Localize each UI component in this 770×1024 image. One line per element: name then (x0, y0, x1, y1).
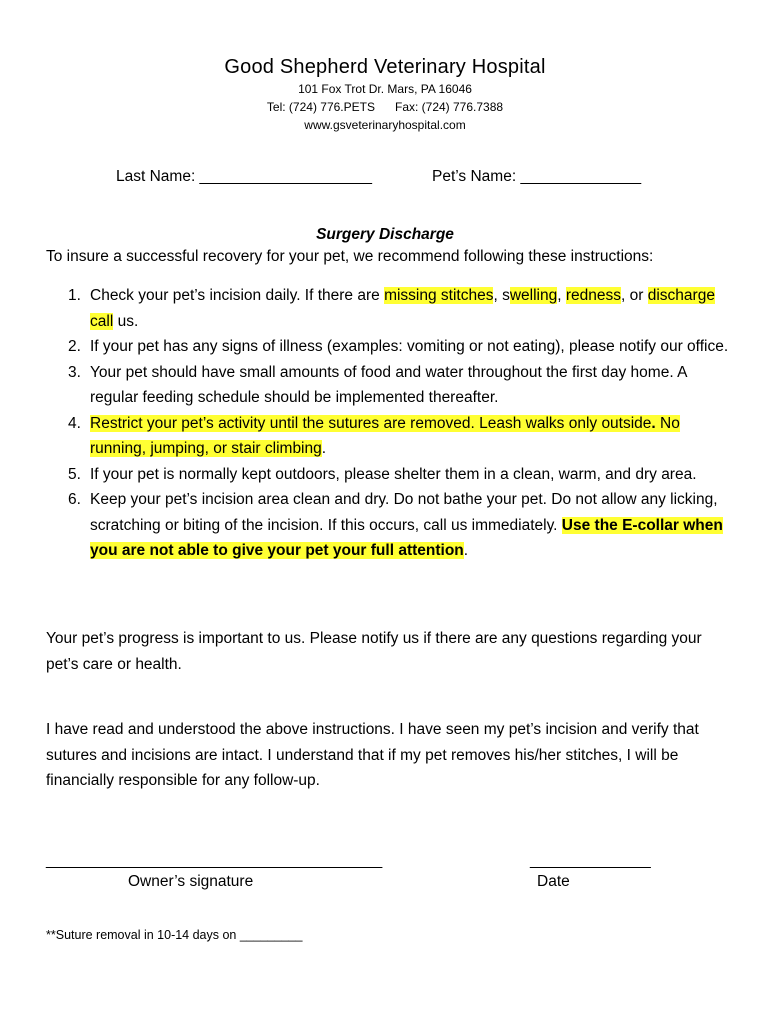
highlighted-text: Restrict your pet’s activity until the sutures are removed. Leash walks only outside (90, 414, 652, 432)
suture-removal-note: **Suture removal in 10-14 days on _________ (46, 928, 303, 942)
instruction-text: , (557, 287, 566, 304)
highlighted-text: welling (509, 287, 558, 304)
instruction-item (46, 360, 736, 411)
intro-text: To insure a successful recovery for your pet, we recommend following these instructions: (46, 248, 654, 265)
instruction-text: Your pet should have small amounts of food and water throughout the first day home. A regular feeding schedule should be implemented thereafter. (90, 363, 687, 406)
hospital-name: Good Shepherd Veterinary Hospital (224, 56, 546, 78)
contact-line (0, 98, 770, 116)
owner-signature-label: Owner’s signature (128, 873, 254, 890)
instruction-number: 6. (68, 491, 81, 508)
instruction-item (46, 334, 736, 360)
telephone: Tel: (724) 776.PETS (266, 100, 375, 114)
highlighted-text: No running, jumping, or stair climbing (90, 414, 680, 457)
highlighted-text: . (651, 414, 656, 432)
highlighted-text: discharge call (90, 287, 715, 330)
instruction-number: 1. (68, 287, 81, 304)
agreement-text: I have read and understood the above instructions. I have seen my pet’s incision and verify that sutures and incisions are intact. I understand that if my pet removes his/her stitches, I will be financially responsible for any follow-up. (46, 721, 699, 789)
owner-signature-line[interactable]: _______________________________________ (46, 852, 383, 869)
instruction-text: . (321, 440, 327, 457)
instruction-item (46, 462, 736, 488)
instruction-text: , or (621, 287, 648, 304)
highlighted-text: missing stitches (384, 287, 494, 304)
instruction-text: us. (113, 312, 139, 330)
letterhead (0, 54, 770, 134)
fax: Fax: (724) 776.7388 (394, 100, 504, 114)
website: www.gsveterinaryhospital.com (304, 118, 466, 132)
instruction-text: , s (493, 287, 510, 304)
instructions-list (46, 283, 736, 564)
instruction-text: . (463, 542, 469, 559)
date-line[interactable]: ______________ (530, 852, 651, 869)
instruction-text: Keep your pet’s incision area clean and dry. Do not bathe your pet. Do not allow any licking, scratching or biting of the incision. If this occurs, call us immediately. (90, 491, 718, 534)
instruction-item (46, 487, 736, 564)
instruction-text: If your pet is normally kept outdoors, please shelter them in a clean, warm, and dry area. (90, 465, 697, 483)
progress-note: Your pet’s progress is important to us. Please notify us if there are any questions regarding your pet’s care or health. (46, 630, 702, 673)
instruction-number: 2. (68, 338, 81, 355)
instruction-item (46, 411, 736, 462)
last-name-field[interactable]: Last Name: ____________________ (116, 168, 372, 185)
instruction-number: 5. (68, 465, 81, 483)
highlighted-text: Use the E-collar when you are not able to give your pet your full attention (90, 516, 723, 559)
date-label: Date (537, 873, 570, 890)
instruction-number: 3. (68, 363, 81, 381)
hospital-address: 101 Fox Trot Dr. Mars, PA 16046 (298, 82, 472, 96)
instruction-text: Check your pet’s incision daily. If there are (90, 287, 385, 304)
instruction-number: 4. (68, 414, 81, 432)
instruction-text: If your pet has any signs of illness (examples: vomiting or not eating), please notify our office. (90, 338, 729, 355)
section-title: Surgery Discharge (316, 226, 454, 243)
highlighted-text: redness (565, 287, 622, 304)
pet-name-field[interactable]: Pet’s Name: ______________ (432, 168, 642, 185)
instruction-item (46, 283, 736, 334)
